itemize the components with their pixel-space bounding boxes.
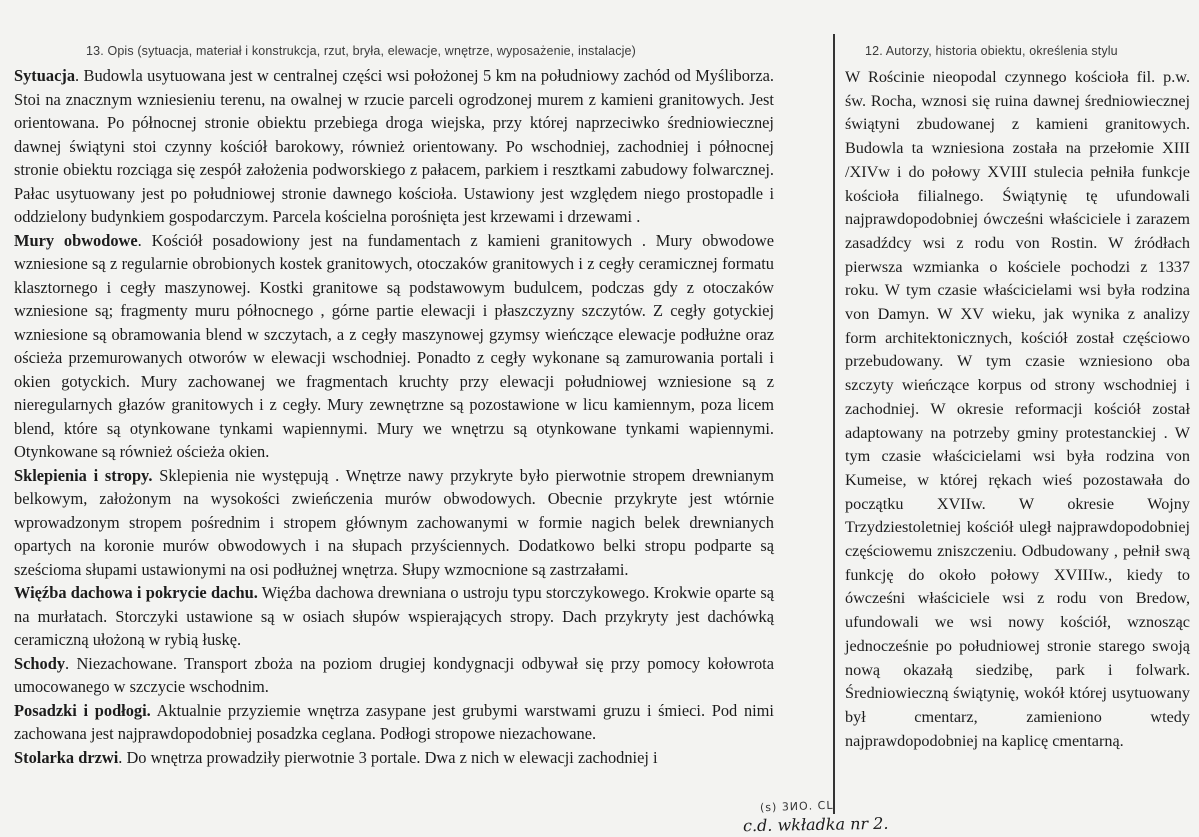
heading-roof: Więźba dachowa i pokrycie dachu.: [14, 583, 258, 602]
paragraph-vaults: [14, 464, 774, 582]
paragraph-floors: [14, 699, 774, 746]
archive-stamp: (s) 3ИО. CL: [759, 798, 834, 815]
description-column: [14, 44, 774, 769]
text-walls: . Kościół posadowiony jest na fundamentach z kamieni granitowych . Mury obwodowe wzniesione są z regularnie obrobionych kostek granitowych, otoczaków granitowych i z cegły ceramicznej formatu klasztornego i cegły maszynowej. Kostki granitowe są podstawowym budulcem, podczas gdy z otoczaków wzniesione są; fragmenty muru północnego , górne partie elewacji i płaszczyzny szczytów. Z cegły gotyckiej wzniesione są obramowania blend w szczytach, a z cegły maszynowej gzymsy wieńczące elewacje podłużne oraz ościeża przemurowanych otworów w elewacji wschodniej. Ponadto z cegły wykonane są zamurowania portali i okien gotyckich. Mury zachowanej we fragmentach kruchty przy elewacji południowej wzniesione są z nieregularnych głazów granitowych i z cegły. Mury zewnętrzne są pozostawione w licu kamiennym, poza licem blend, które są otynkowane tynkami wapiennymi. Mury we wnętrzu są otynkowane tynkami wapiennymi. Otynkowane są również ościeża okien.: [14, 230, 774, 461]
handwritten-continuation-note: c.d. wkładka nr 2.: [742, 813, 889, 836]
paragraph-situation: [14, 64, 774, 229]
history-column: [845, 44, 1190, 753]
description-body: [14, 64, 774, 769]
heading-doors: Stolarka drzwi: [14, 747, 119, 767]
heading-floors: Posadzki i podłogi.: [14, 700, 151, 720]
heading-vaults: Sklepienia i stropy.: [14, 465, 153, 485]
heading-stairs: Schody: [14, 653, 66, 673]
history-body: [845, 66, 1190, 753]
text-situation: . Budowla usytuowana jest w centralnej części wsi położonej 5 km na południowy zachód od Myśliborza. Stoi na znacznym wzniesieniu terenu, na owalnej w rzucie parceli ogrodzonej murem z kamieni granitowych. Jest orientowana. Po północnej stronie obiektu przebiega droga wiejska, przy której naprzeciwko średniowiecznej dawnej świątyni stoi czynny kościół barokowy, również orientowany. Po wschodniej, zachodniej i północnej stronie obiektu rozciąga się zespół założenia podworskiego z pałacem, parkiem i resztkami zabudowy folwarcznej. Pałac usytuowany jest po południowej stronie dawnego kościoła. Ustawiony jest względem niego prostopadle i oddzielony budynkiem gospodarczym. Parcela kościelna porośnięta jest krzewami i drzewami .: [14, 66, 774, 226]
paragraph-history: W Rościnie nieopodal czynnego kościoła fil. p.w. św. Rocha, wznosi się ruina dawnej średniowiecznej świątyni zbudowanej z kamieni granitowych. Budowla ta wzniesiona została na przełomie XIII /XIVw i do połowy XVIII stulecia pełniła funkcje kościoła filialnego. Świątynię tę ufundowali najprawdopodobniej ówcześni właściciele i zarazem zasadźdcy wsi z rodu von Rostin. W źródłach pierwsza wzmianka o kościele pochodzi z 1337 roku. W tym czasie właścicielami wsi była rodzina von Damyn. W XV wieku, jak wynika z analizy form architektonicznych, kościół został częściowo przebudowany. W tym czasie wzniesiono oba szczyty wieńczące korpus od strony wschodniej i zachodniej. W okresie reformacji kościół został adaptowany na potrzeby gminy protestanckiej . W tym czasie właścicielami wsi była rodzina von Kumeise, w której rękach wieś pozostawała do początku XVIIw. W okresie Wojny Trzydziestoletniej kościół uległ najprawdopodobniej częściowemu zniszczeniu. Odbudowany , pełnił swą funkcję do około połowy XVIIIw., kiedy to ówcześni właściciele wsi z rodu von Bredow, ufundowali we wsi nowy kościół, wznosząc jednocześnie po południowej stronie starego swoją nową okazałą siedzibę, park i folwark. Średniowieczną świątynię, wokół której usytuowany był cmentarz, zamieniono wtedy najprawdopodobniej na kaplicę cmentarną.: [845, 68, 1190, 750]
paragraph-roof: [14, 581, 774, 652]
section-12-header: 12. Autorzy, historia obiektu, określenia stylu: [865, 44, 1118, 58]
text-floors: Aktualnie przyziemie wnętrza zasypane jest grubymi warstwami gruzu i śmieci. Pod nimi zachowana jest najprawdopodobniej posadzka ceglana. Podłogi stropowe niezachowane.: [14, 700, 774, 743]
heading-walls: Mury obwodowe: [14, 230, 138, 250]
column-divider: [833, 34, 835, 814]
text-stairs: . Niezachowane. Transport zboża na poziom drugiej kondygnacji odbywał się przy pomocy kołowrota umocowanego w szczycie wschodnim.: [14, 653, 774, 696]
text-doors: . Do wnętrza prowadziły pierwotnie 3 portale. Dwa z nich w elewacji zachodniej i: [118, 747, 658, 767]
paragraph-doors: [14, 746, 774, 770]
heading-situation: Sytuacja: [14, 66, 76, 85]
paragraph-walls: [14, 229, 774, 464]
text-roof: Więźba dachowa drewniana o ustroju typu storczykowego. Krokwie oparte są na murłatach. Storczyki ustawione są w osiach słupów wspierających stropy. Dach przykryty jest dachówką ceramiczną ułożoną w rybią łuskę.: [14, 583, 774, 649]
text-vaults: Sklepienia nie występują . Wnętrze nawy przykryte było pierwotnie stropem drewnianym belkowym, założonym na wysokości zwieńczenia murów obwodowych. Obecnie przykryte jest wtórnie wprowadzonym stropem pośrednim i stropem głównym zachowanymi w formie nagich belek drewnianych opartych na koronie murów obwodowych i na słupach przyściennych. Dodatkowo belki stropu podparte są sześcioma słupami ustawionymi na osi podłużnej wnętrza. Słupy wzmocnione są zastrzałami.: [14, 465, 774, 579]
paragraph-stairs: [14, 652, 774, 699]
section-13-header: 13. Opis (sytuacja, materiał i konstrukcja, rzut, bryła, elewacje, wnętrze, wyposażenie, instalacje): [86, 44, 636, 58]
